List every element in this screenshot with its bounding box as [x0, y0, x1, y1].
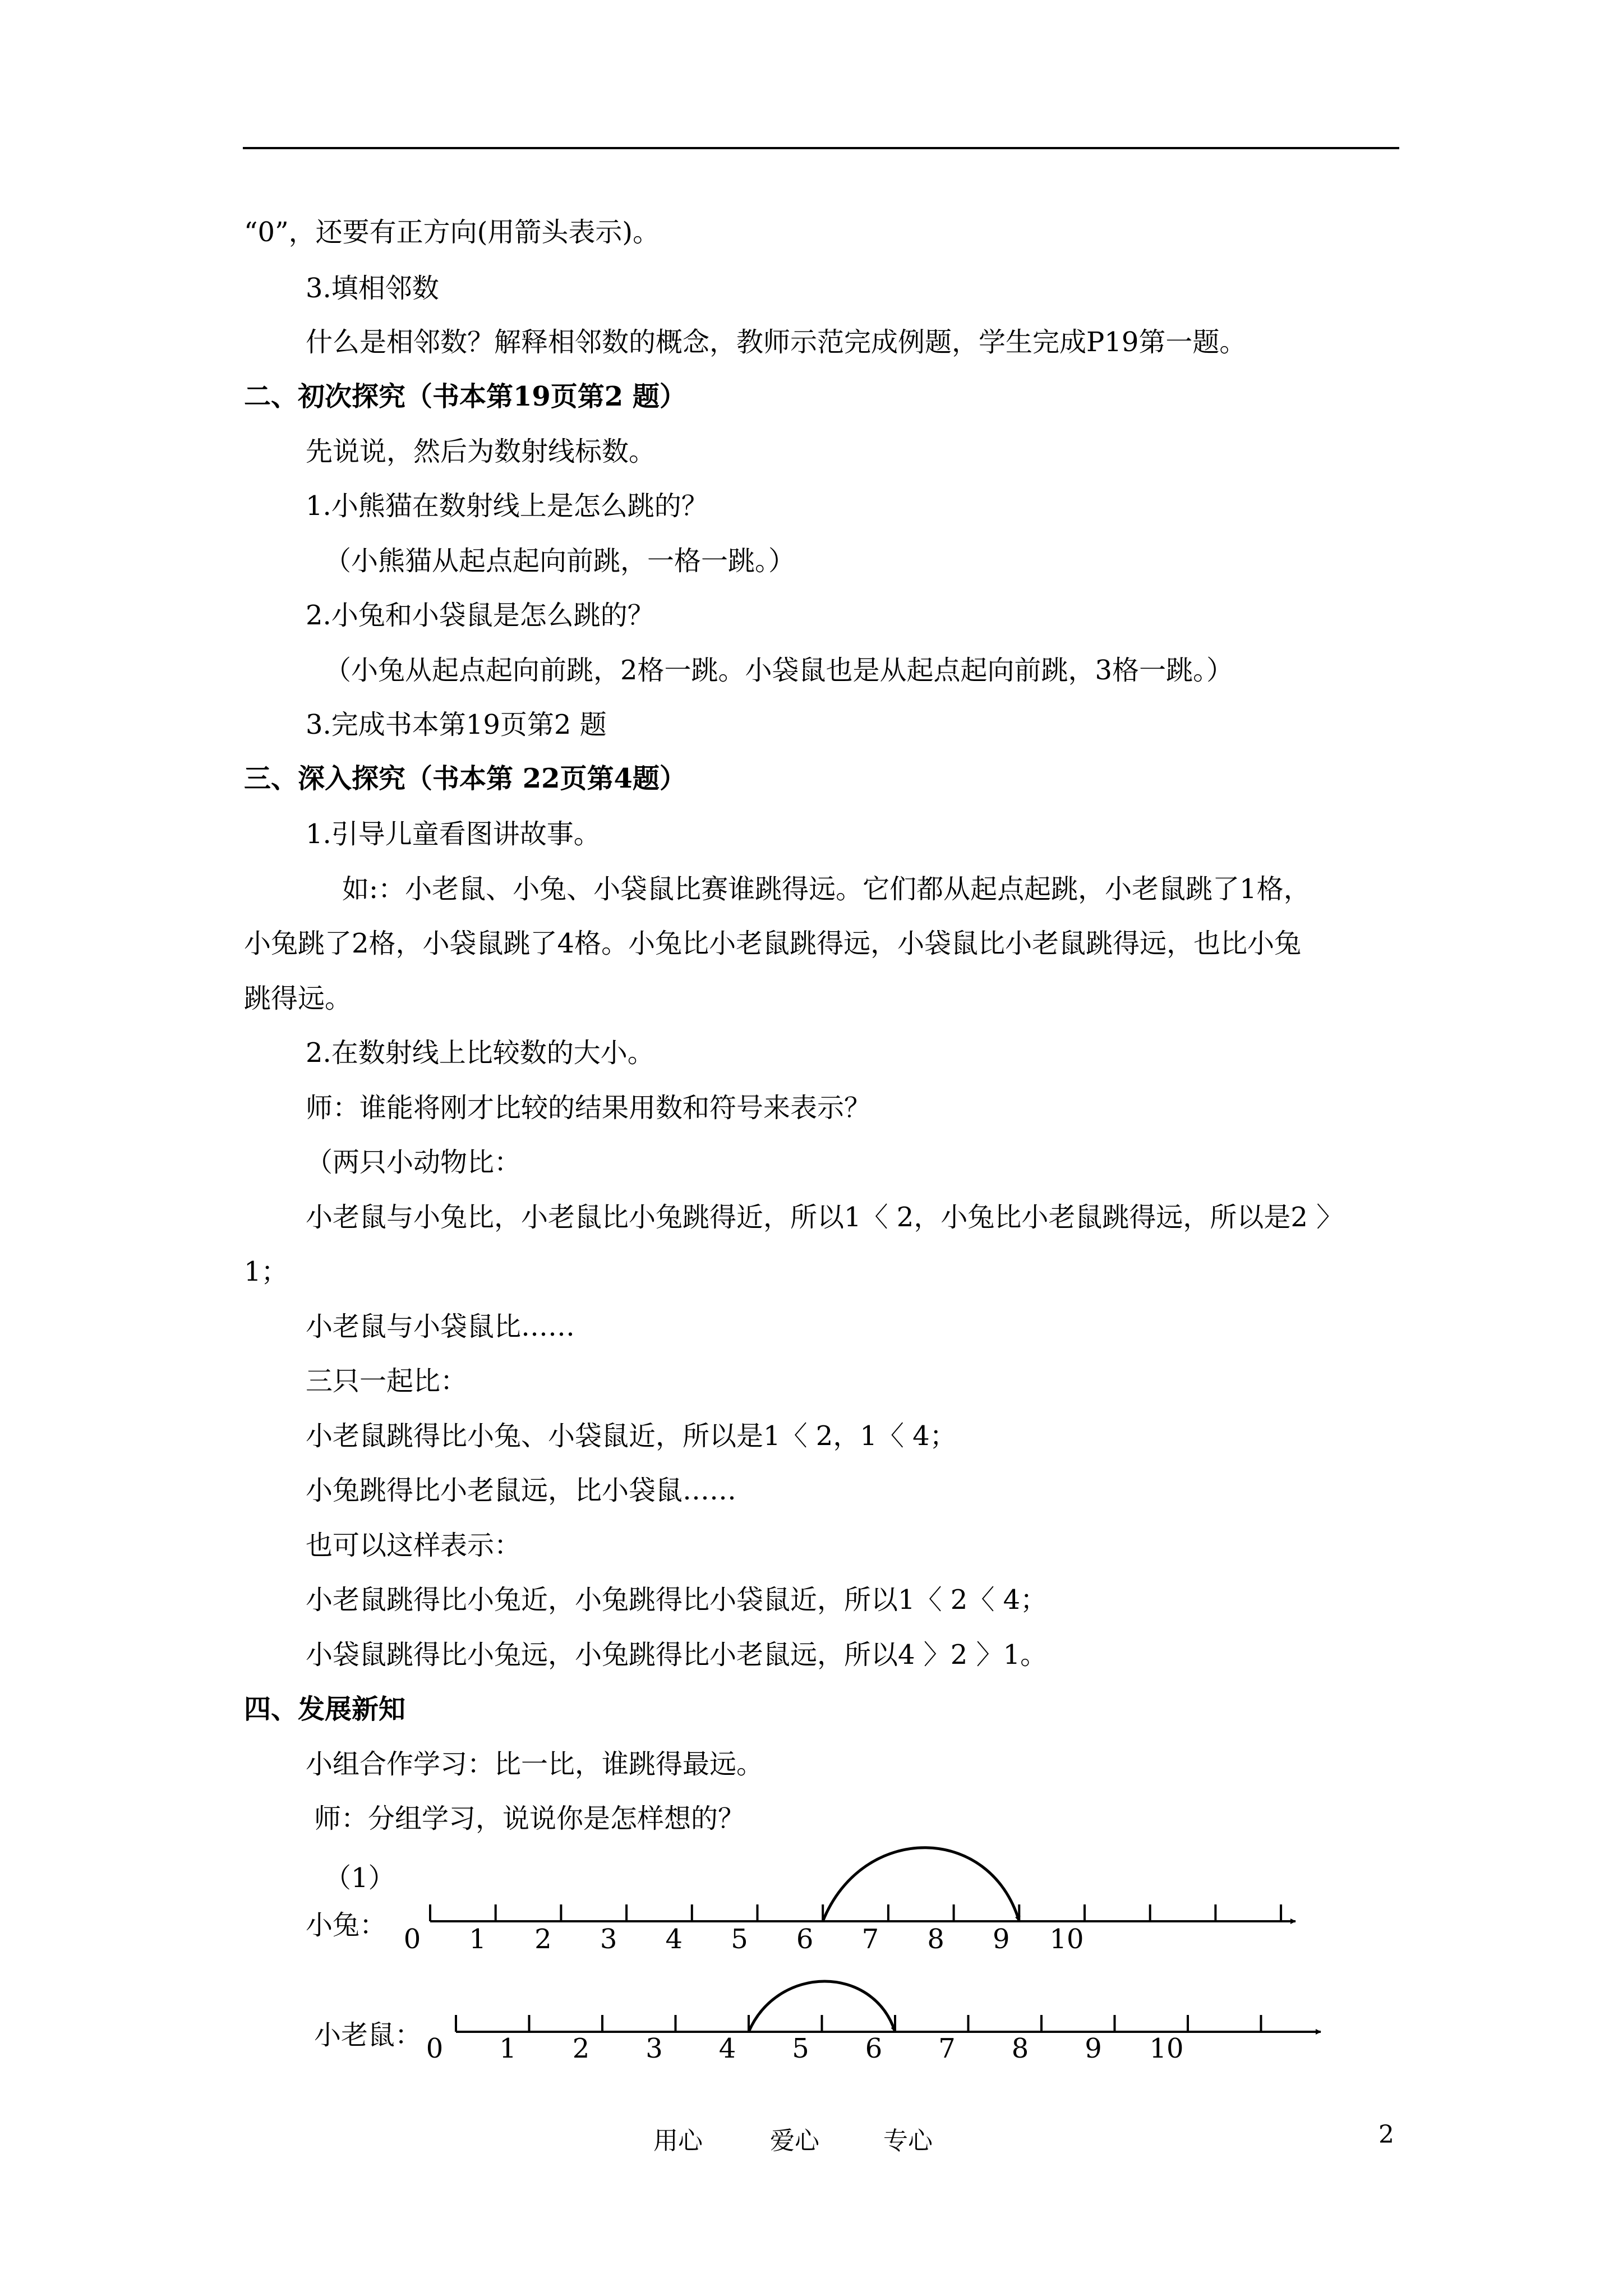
line2-number: 8: [1011, 2033, 1029, 2064]
line1-number: 4: [665, 1924, 683, 1955]
text-line: （小熊猫从起点起向前跳，一格一跳。）: [324, 545, 796, 577]
section-heading: 四、发展新知: [244, 1694, 406, 1725]
text-line: （两只小动物比：: [306, 1147, 522, 1178]
text-line: 师：分组学习，说说你是怎样想的？: [314, 1803, 745, 1834]
text-line: 小兔跳得比小老鼠远，比小袋鼠……: [306, 1475, 737, 1506]
text-line: 2.在数射线上比较数的大小。: [306, 1037, 654, 1069]
line1-number: 7: [861, 1924, 879, 1955]
line1-number: 1: [469, 1924, 486, 1955]
text-line: 小组合作学习：比一比，谁跳得最远。: [306, 1749, 764, 1780]
text-line: 师：谁能将刚才比较的结果用数和符号来表示？: [306, 1092, 872, 1124]
line2-number: 0: [426, 2033, 444, 2064]
text-line: 1；: [244, 1256, 288, 1287]
line2-number: 7: [938, 2033, 956, 2064]
text-line: 小兔跳了2格，小袋鼠跳了4格。小兔比小老鼠跳得远，小袋鼠比小老鼠跳得远，也比小兔: [244, 928, 1302, 959]
number-line-label: 小兔：: [306, 1910, 387, 1941]
text-line: “0”，还要有正方向(用箭头表示)。: [244, 217, 660, 248]
line2-number: 2: [572, 2033, 590, 2064]
text-line: 小老鼠跳得比小兔近，小兔跳得比小袋鼠近，所以1〈 2〈 4；: [306, 1584, 1048, 1616]
text-line: 2.小兔和小袋鼠是怎么跳的？: [306, 600, 654, 631]
line2-number: 9: [1085, 2033, 1102, 2064]
line2-number: 4: [718, 2033, 736, 2064]
text-line: 如:：小老鼠、小兔、小袋鼠比赛谁跳得远。它们都从起点起跳，小老鼠跳了1格，: [342, 873, 1311, 905]
text-line: （小兔从起点起向前跳，2格一跳。小袋鼠也是从起点起向前跳，3格一跳。）: [324, 655, 1234, 686]
page-number: 2: [1378, 2120, 1394, 2149]
line1-jump-arc: [823, 1848, 1019, 1921]
text-line: 也可以这样表示：: [306, 1530, 522, 1561]
line2-number: 1: [499, 2033, 517, 2064]
line1-number: 3: [600, 1924, 617, 1955]
text-line: 小老鼠跳得比小兔、小袋鼠近，所以是1〈 2，1〈 4；: [306, 1420, 957, 1452]
line2-number: 3: [645, 2033, 663, 2064]
diagram-part-label: （1）: [324, 1862, 395, 1894]
footer-item: 专心: [883, 2127, 933, 2155]
line1-number: 0: [403, 1924, 421, 1955]
line2-number: 10: [1149, 2033, 1184, 2064]
text-line: 小老鼠与小兔比，小老鼠比小兔跳得近，所以1〈 2，小兔比小老鼠跳得远，所以是2 〉: [306, 1202, 1344, 1233]
line1-number: 8: [927, 1924, 944, 1955]
line1-number: 2: [534, 1924, 552, 1955]
footer-item: 爱心: [770, 2127, 819, 2155]
text-line: 1.小熊猫在数射线上是怎么跳的？: [306, 490, 708, 522]
text-line: 1.引导儿童看图讲故事。: [306, 818, 601, 850]
line2-number: 6: [865, 2033, 883, 2064]
text-line: 跳得远。: [244, 983, 352, 1014]
text-line: 三只一起比：: [306, 1365, 468, 1397]
footer-item: 用心: [653, 2127, 703, 2155]
text-line: 什么是相邻数？解释相邻数的概念，教师示范完成例题，学生完成P19第一题。: [306, 326, 1247, 358]
text-line: 小袋鼠跳得比小兔远，小兔跳得比小老鼠远，所以4 〉2 〉1。: [306, 1639, 1048, 1671]
section-heading: 三、深入探究（书本第 22页第4题）: [244, 763, 686, 794]
number-line-label: 小老鼠：: [314, 2019, 422, 2051]
line1-number: 5: [731, 1924, 748, 1955]
text-line: 先说说，然后为数射线标数。: [306, 436, 656, 467]
text-line: 3.填相邻数: [306, 273, 439, 304]
line1-number: 9: [993, 1924, 1010, 1955]
line1-number: 6: [796, 1924, 814, 1955]
text-line: 小老鼠与小袋鼠比……: [306, 1311, 575, 1342]
line2-number: 5: [792, 2033, 809, 2064]
section-heading: 二、初次探究（书本第19页第2 题）: [244, 381, 686, 412]
line1-number: 10: [1049, 1924, 1084, 1955]
text-line: 3.完成书本第19页第2 题: [306, 709, 607, 740]
